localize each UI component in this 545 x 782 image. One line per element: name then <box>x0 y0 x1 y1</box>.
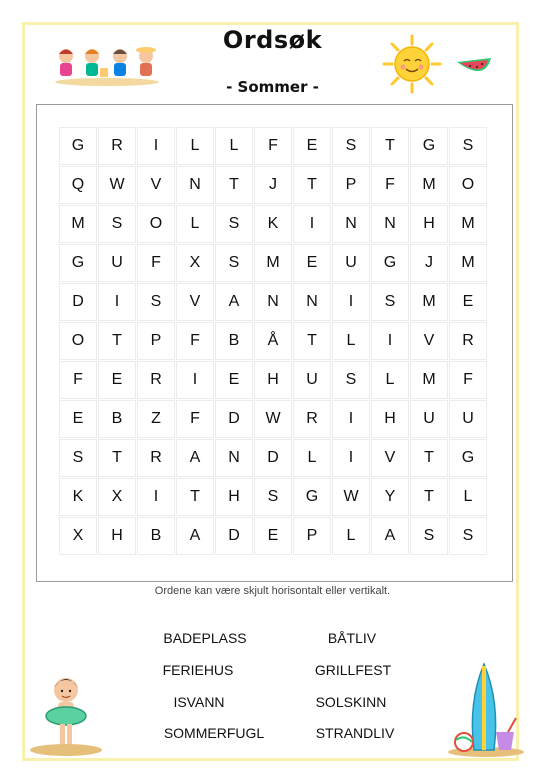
grid-cell: H <box>372 401 408 437</box>
grid-cell: S <box>99 206 135 242</box>
grid-cell: E <box>255 518 291 554</box>
grid-cell: K <box>60 479 96 515</box>
grid-cell: A <box>372 518 408 554</box>
word-item: BADEPLASS <box>163 630 247 646</box>
grid-cell: U <box>294 362 330 398</box>
grid-cell: H <box>255 362 291 398</box>
grid-cell: R <box>294 401 330 437</box>
grid-cell: Q <box>60 167 96 203</box>
grid-cell: J <box>411 245 447 281</box>
grid-cell: S <box>411 518 447 554</box>
page-subtitle: - Sommer - <box>226 78 319 96</box>
grid-cell: U <box>333 245 369 281</box>
grid-cell: L <box>333 323 369 359</box>
grid-cell: U <box>99 245 135 281</box>
grid-cell: T <box>294 167 330 203</box>
grid-cell: M <box>60 206 96 242</box>
grid-cell: L <box>177 206 213 242</box>
grid-cell: Z <box>138 401 174 437</box>
grid-cell: B <box>138 518 174 554</box>
word-item: STRANDLIV <box>315 725 395 741</box>
grid-cell: S <box>450 518 486 554</box>
grid-cell: O <box>60 323 96 359</box>
grid-cell: N <box>294 284 330 320</box>
grid-cell: E <box>294 128 330 164</box>
grid-cell: G <box>60 245 96 281</box>
grid-cell: H <box>216 479 252 515</box>
grid-cell: M <box>411 362 447 398</box>
grid-cell: Å <box>255 323 291 359</box>
grid-cell: A <box>177 440 213 476</box>
grid-cell: L <box>333 518 369 554</box>
grid-cell: L <box>177 128 213 164</box>
grid-cell: T <box>216 167 252 203</box>
grid-cell: U <box>450 401 486 437</box>
grid-cell: R <box>138 440 174 476</box>
grid-cell: I <box>99 284 135 320</box>
grid-cell: I <box>333 401 369 437</box>
grid-cell: V <box>138 167 174 203</box>
grid-cell: O <box>450 167 486 203</box>
grid-cell: I <box>333 284 369 320</box>
grid-cell: G <box>60 128 96 164</box>
grid-cell: O <box>138 206 174 242</box>
grid-cell: G <box>372 245 408 281</box>
grid-cell: T <box>411 440 447 476</box>
grid-cell: I <box>138 479 174 515</box>
grid-cell: S <box>372 284 408 320</box>
grid-cell: F <box>60 362 96 398</box>
grid-cell: R <box>450 323 486 359</box>
grid-cell: T <box>294 323 330 359</box>
grid-cell: T <box>411 479 447 515</box>
grid-cell: T <box>177 479 213 515</box>
surfboard-and-bucket-illustration <box>446 662 524 758</box>
letter-grid <box>60 128 486 554</box>
grid-cell: V <box>411 323 447 359</box>
grid-cell: I <box>372 323 408 359</box>
grid-cell: X <box>177 245 213 281</box>
grid-cell: N <box>333 206 369 242</box>
grid-cell: E <box>294 245 330 281</box>
word-item: BÅTLIV <box>327 630 377 646</box>
grid-cell: R <box>99 128 135 164</box>
grid-cell: S <box>60 440 96 476</box>
grid-cell: P <box>333 167 369 203</box>
grid-cell: P <box>138 323 174 359</box>
grid-cell: R <box>138 362 174 398</box>
grid-cell: E <box>99 362 135 398</box>
grid-cell: M <box>450 206 486 242</box>
grid-cell: M <box>411 284 447 320</box>
grid-cell: L <box>216 128 252 164</box>
grid-cell: N <box>177 167 213 203</box>
grid-cell: S <box>333 362 369 398</box>
grid-cell: X <box>99 479 135 515</box>
grid-cell: T <box>99 323 135 359</box>
grid-cell: X <box>60 518 96 554</box>
grid-cell: H <box>99 518 135 554</box>
grid-cell: I <box>138 128 174 164</box>
grid-cell: W <box>333 479 369 515</box>
grid-cell: M <box>411 167 447 203</box>
grid-cell: N <box>255 284 291 320</box>
grid-cell: Y <box>372 479 408 515</box>
grid-cell: T <box>372 128 408 164</box>
grid-cell: V <box>177 284 213 320</box>
grid-cell: L <box>450 479 486 515</box>
grid-cell: S <box>333 128 369 164</box>
word-item: FERIEHUS <box>162 662 234 678</box>
grid-cell: U <box>411 401 447 437</box>
grid-cell: D <box>216 401 252 437</box>
grid-cell: H <box>411 206 447 242</box>
grid-cell: S <box>138 284 174 320</box>
grid-cell: A <box>177 518 213 554</box>
grid-cell: F <box>177 323 213 359</box>
grid-cell: T <box>99 440 135 476</box>
grid-cell: G <box>294 479 330 515</box>
instructions: Ordene kan være skjult horisontalt eller vertikalt. <box>154 585 391 597</box>
grid-cell: P <box>294 518 330 554</box>
grid-cell: N <box>372 206 408 242</box>
word-item: SOLSKINN <box>315 694 387 710</box>
grid-cell: W <box>99 167 135 203</box>
grid-cell: I <box>333 440 369 476</box>
grid-cell: G <box>450 440 486 476</box>
girl-with-swim-ring-illustration <box>28 672 104 756</box>
grid-cell: D <box>60 284 96 320</box>
grid-cell: S <box>450 128 486 164</box>
grid-cell: V <box>372 440 408 476</box>
grid-cell: F <box>255 128 291 164</box>
grid-cell: L <box>294 440 330 476</box>
grid-cell: F <box>450 362 486 398</box>
grid-cell: A <box>216 284 252 320</box>
grid-cell: I <box>177 362 213 398</box>
grid-cell: N <box>216 440 252 476</box>
grid-cell: M <box>255 245 291 281</box>
grid-cell: D <box>255 440 291 476</box>
grid-cell: L <box>372 362 408 398</box>
grid-cell: E <box>216 362 252 398</box>
grid-cell: E <box>450 284 486 320</box>
grid-cell: M <box>450 245 486 281</box>
word-item: ISVANN <box>173 694 225 710</box>
grid-cell: S <box>255 479 291 515</box>
word-item: SOMMERFUGL <box>163 725 265 741</box>
grid-cell: S <box>216 245 252 281</box>
page-title: Ordsøk <box>222 26 323 54</box>
grid-cell: F <box>138 245 174 281</box>
grid-cell: B <box>99 401 135 437</box>
grid-cell: G <box>411 128 447 164</box>
grid-cell: B <box>216 323 252 359</box>
grid-cell: E <box>60 401 96 437</box>
word-item: GRILLFEST <box>314 662 392 678</box>
grid-cell: S <box>216 206 252 242</box>
grid-cell: F <box>177 401 213 437</box>
grid-cell: I <box>294 206 330 242</box>
grid-cell: J <box>255 167 291 203</box>
grid-cell: D <box>216 518 252 554</box>
grid-cell: F <box>372 167 408 203</box>
grid-cell: K <box>255 206 291 242</box>
grid-cell: W <box>255 401 291 437</box>
